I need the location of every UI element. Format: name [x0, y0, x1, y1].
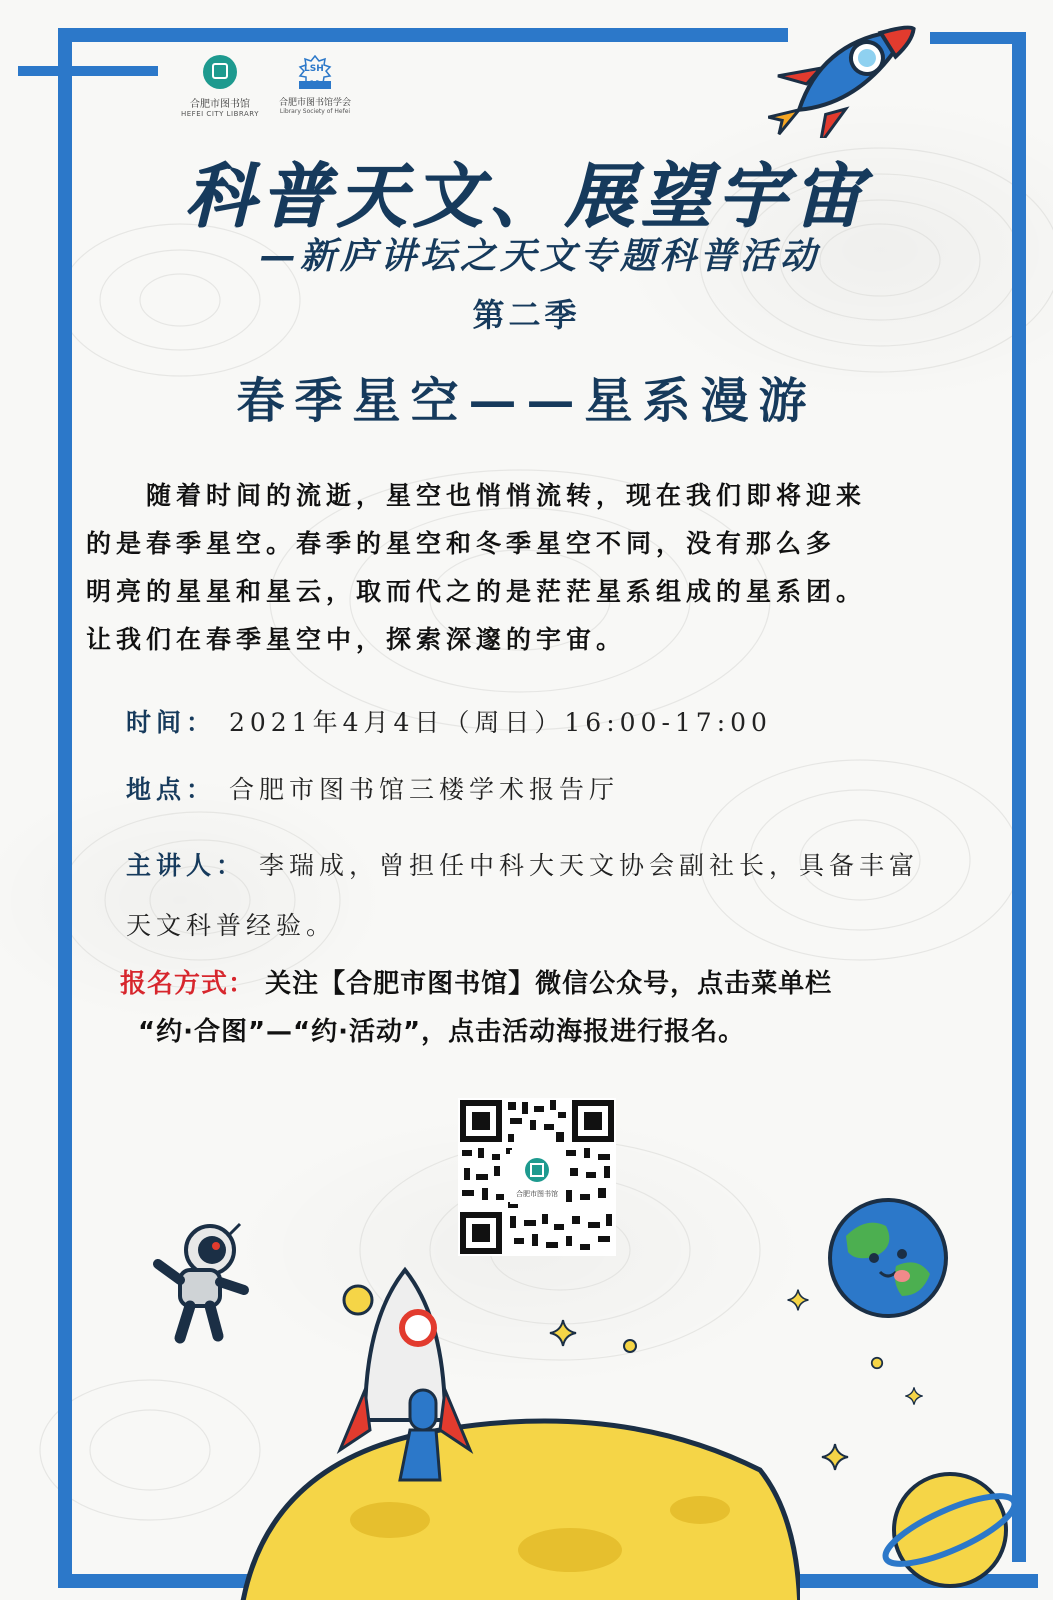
signup-instructions	[120, 960, 980, 1056]
season-label: 第二季	[472, 296, 581, 334]
saturn-planet-illustration	[880, 1440, 1020, 1600]
intro-line: 随着时间的流逝，星空也悄悄流转，现在我们即将迎来	[86, 481, 867, 510]
signup-label: 报名方式：	[120, 969, 256, 999]
star-icon	[904, 1386, 924, 1406]
society-emblem-icon	[295, 55, 335, 91]
moon-surface-illustration	[240, 1400, 800, 1600]
qr-code[interactable]	[458, 1098, 616, 1256]
library-name-cn: 合肥市图书馆	[190, 99, 250, 110]
society-name-en: Library Society of Hefei	[279, 108, 351, 115]
event-time	[126, 703, 986, 739]
place-value: 合肥市图书馆三楼学术报告厅	[228, 775, 619, 804]
logo-group	[180, 55, 370, 135]
speaker-value: 李瑞成，曾担任中科大天文协会副社长，具备丰富	[258, 851, 919, 880]
dot-icon	[622, 1338, 638, 1354]
library-name-en: HEFEI CITY LIBRARY	[181, 110, 259, 118]
intro-line: 明亮的星星和星云，取而代之的是茫茫星系组成的星系团。	[86, 577, 867, 606]
frame-right-border	[1012, 32, 1026, 1562]
poster-subtitle: —新庐讲坛之天文专题科普活动	[260, 236, 821, 277]
frame-top-stub	[18, 66, 158, 76]
poster-title: 科普天文、展望宇宙	[184, 155, 869, 237]
library-society-logo	[270, 55, 360, 135]
earth-planet-illustration	[826, 1196, 950, 1320]
speaker-label: 主讲人：	[126, 851, 247, 880]
hefei-library-logo	[180, 55, 260, 135]
intro-line: 的是春季星空。春季的星空和冬季星空不同，没有那么多	[86, 529, 837, 558]
time-label: 时间：	[126, 708, 217, 737]
event-speaker	[126, 836, 986, 956]
frame-top-border	[58, 28, 788, 42]
library-emblem-icon	[203, 55, 237, 89]
frame-left-border	[58, 28, 72, 1588]
rocket-launch-illustration	[330, 1260, 480, 1500]
society-name-cn: 合肥市图书馆学会	[278, 98, 351, 108]
signup-line: 关注【合肥市图书馆】微信公众号，点击菜单栏	[265, 969, 833, 999]
star-icon	[548, 1318, 578, 1348]
time-value: 2021年4月4日（周日）16:00-17:00	[228, 708, 772, 737]
intro-line: 让我们在春季星空中，探索深邃的宇宙。	[86, 625, 627, 654]
event-place	[126, 770, 986, 806]
place-label: 地点：	[126, 775, 217, 804]
rocket-top-right-illustration	[750, 8, 950, 138]
intro-paragraph	[86, 472, 986, 664]
topic-title: 春季星空——星系漫游	[236, 373, 817, 429]
signup-line: “约·合图”—“约·活动”，点击活动海报进行报名。	[138, 1017, 746, 1047]
qr-center-label: 合肥市图书馆	[516, 1190, 558, 1198]
speaker-value-continued: 天文科普经验。	[126, 911, 337, 940]
dot-icon	[870, 1356, 884, 1370]
star-icon	[786, 1288, 810, 1312]
astronaut-illustration	[140, 1220, 260, 1350]
society-abbr: LSH	[304, 64, 324, 74]
star-icon	[820, 1442, 850, 1472]
